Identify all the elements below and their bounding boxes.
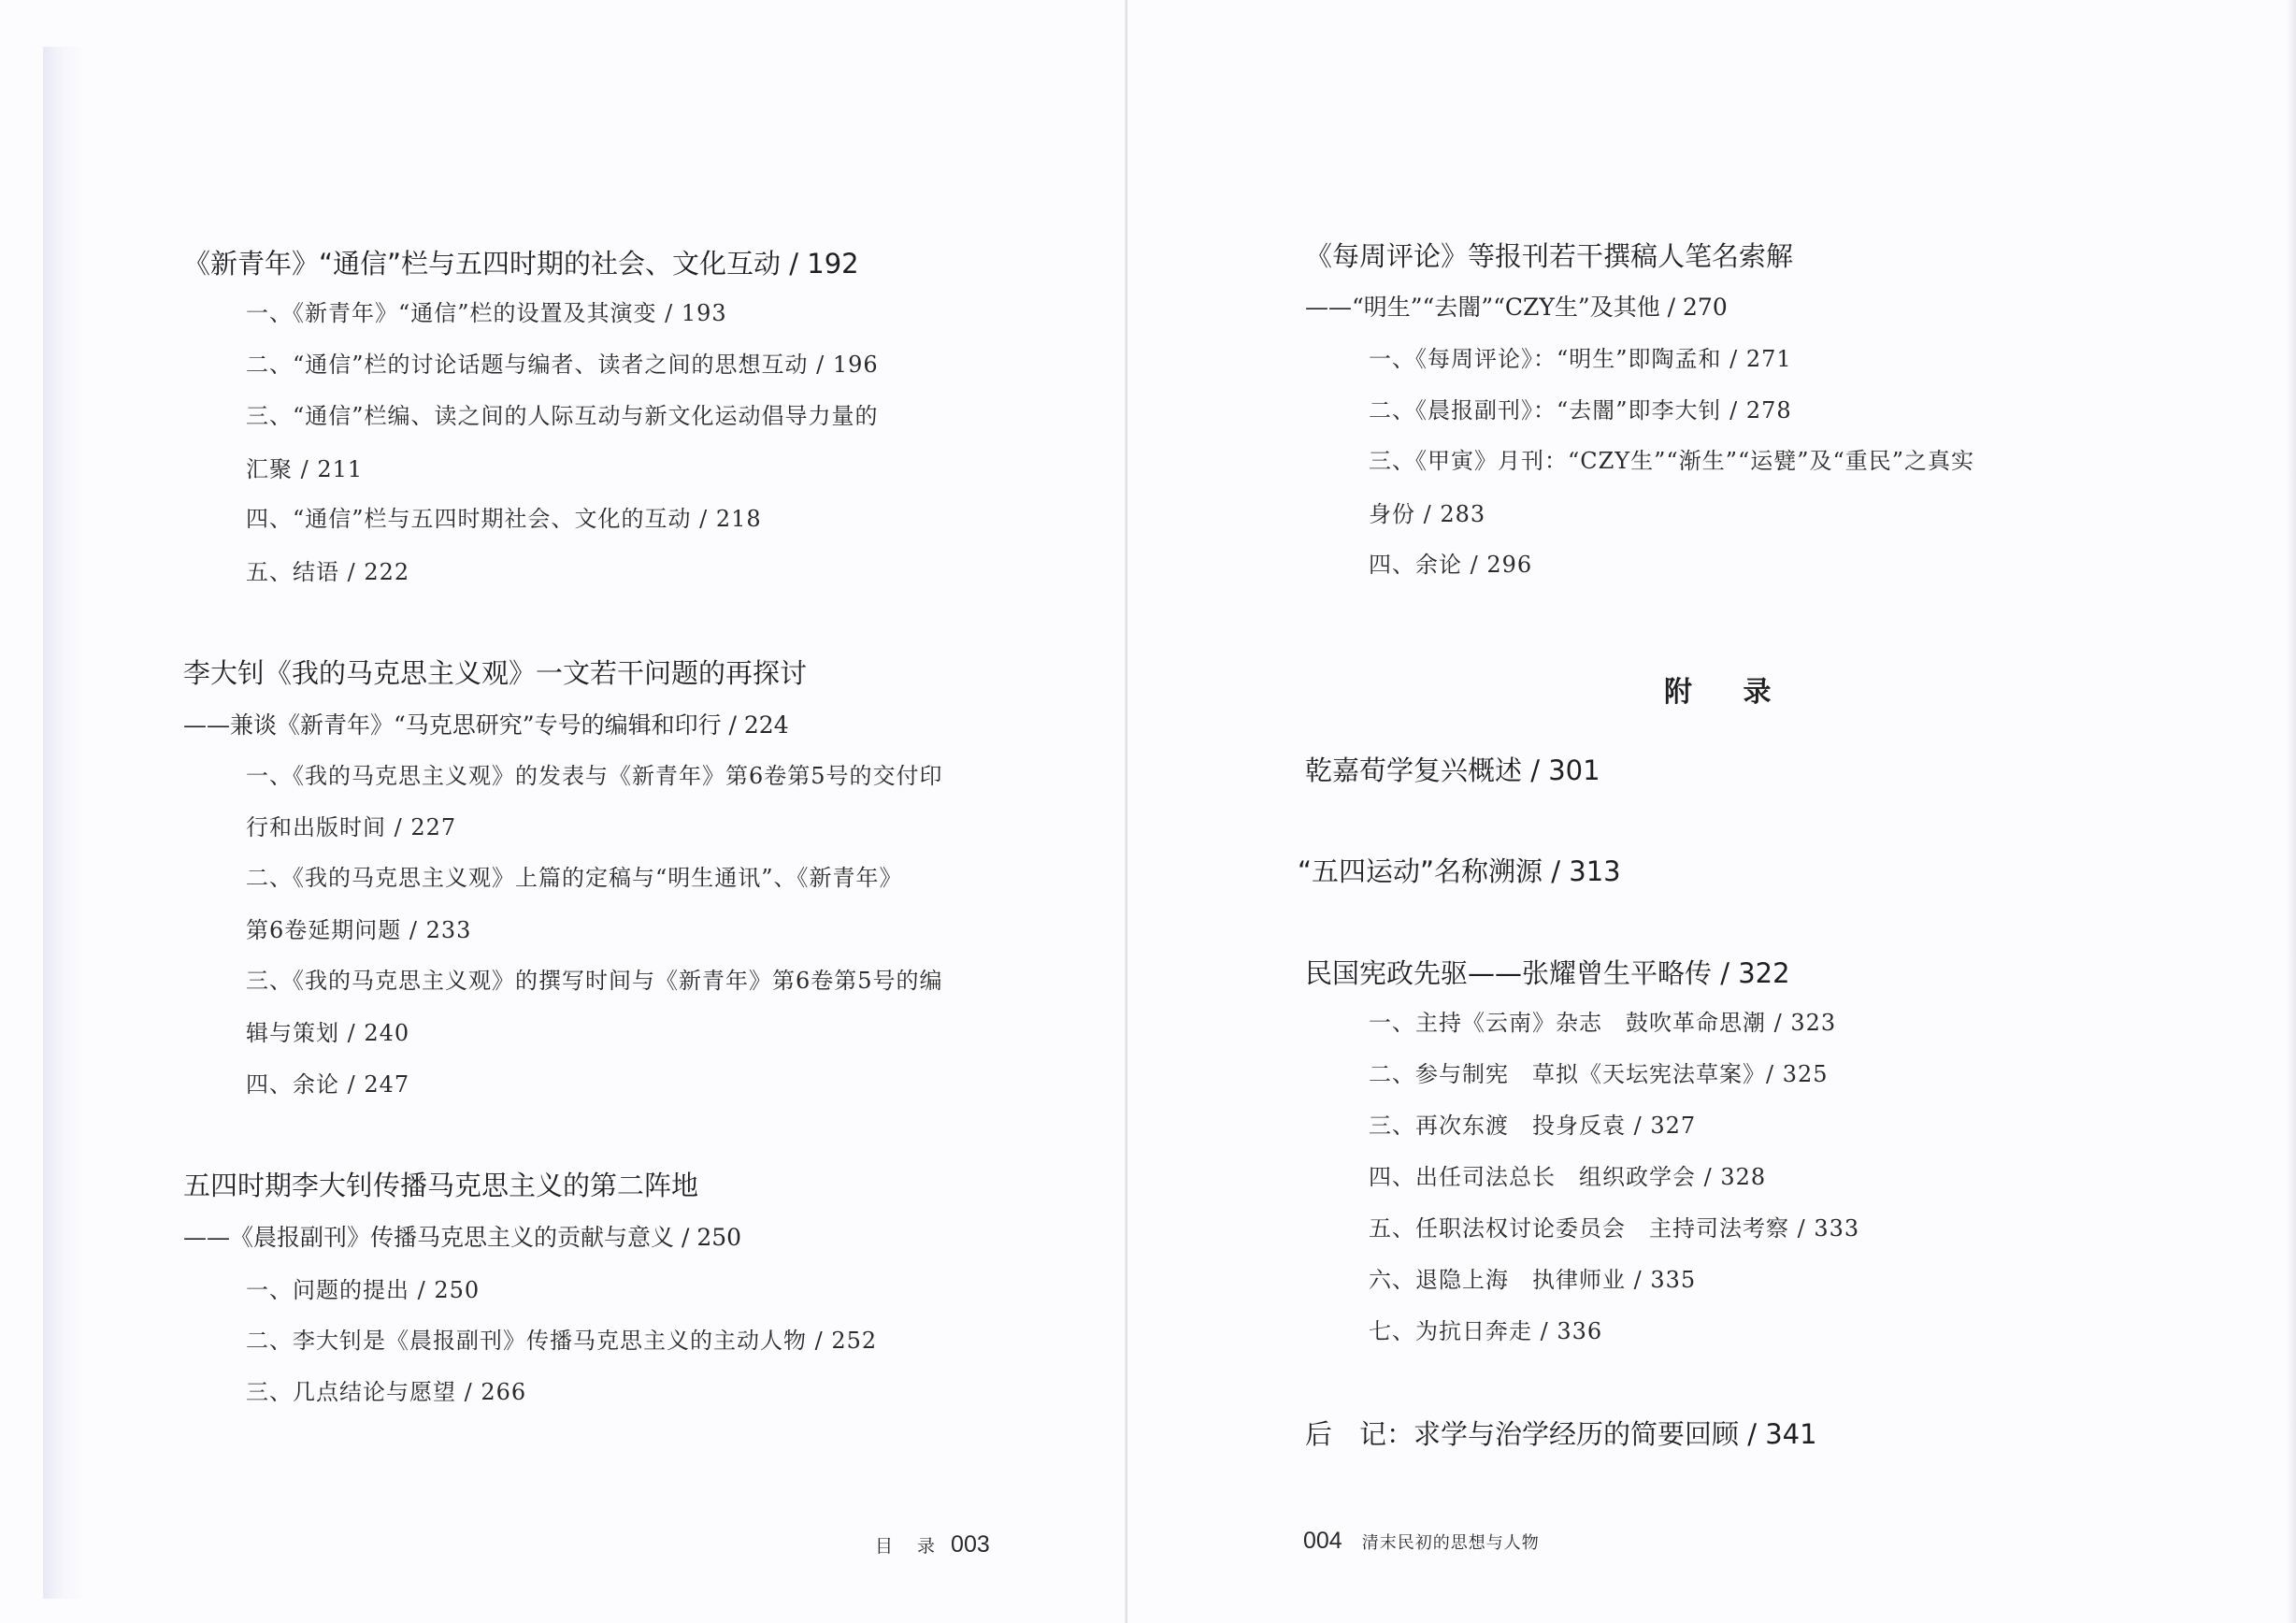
scan-shadow <box>43 47 86 1599</box>
toc-item: 五、结语 / 222 <box>246 559 410 585</box>
page-number: 003 <box>951 1531 990 1558</box>
toc-item: 辑与策划 / 240 <box>246 1020 410 1046</box>
toc-item: 四、余论 / 247 <box>246 1071 410 1098</box>
toc-section-subtitle: ——《晨报副刊》传播马克思主义的贡献与意义 / 250 <box>183 1224 742 1251</box>
toc-item: 二、“通信”栏的讨论话题与编者、读者之间的思想互动 / 196 <box>246 352 879 378</box>
toc-item: 第6卷延期问题 / 233 <box>246 917 472 943</box>
toc-section-title: 后 记：求学与治学经历的简要回顾 / 341 <box>1305 1418 1817 1450</box>
toc-section-title: 《新青年》“通信”栏与五四时期的社会、文化互动 / 192 <box>183 248 859 280</box>
toc-item: 二、参与制宪 草拟《天坛宪法草案》/ 325 <box>1369 1061 1829 1087</box>
toc-section-subtitle: ——兼谈《新青年》“马克思研究”专号的编辑和印行 / 224 <box>183 711 789 739</box>
toc-item: 四、“通信”栏与五四时期社会、文化的互动 / 218 <box>246 506 762 532</box>
toc-item: 一、问题的提出 / 250 <box>246 1277 481 1303</box>
toc-section-title: 李大钊《我的马克思主义观》一文若干问题的再探讨 <box>183 657 808 689</box>
toc-item: 三、再次东渡 投身反袁 / 327 <box>1369 1113 1697 1139</box>
toc-item: 三、《甲寅》月刊：“CZY生”“渐生”“运甓”及“重民”之真实 <box>1369 448 1975 474</box>
toc-item: 五、任职法权讨论委员会 主持司法考察 / 333 <box>1369 1215 1860 1242</box>
running-head: 清末民初的思想与人物 <box>1361 1533 1540 1553</box>
toc-item: 身份 / 283 <box>1369 501 1486 527</box>
toc-item: 三、《我的马克思主义观》的撰写时间与《新青年》第6卷第5号的编 <box>246 968 943 994</box>
toc-section-title: “五四运动”名称溯源 / 313 <box>1298 855 1621 887</box>
toc-item: 一、《新青年》“通信”栏的设置及其演变 / 193 <box>246 300 727 326</box>
toc-item: 一、《我的马克思主义观》的发表与《新青年》第6卷第5号的交付印 <box>246 763 943 789</box>
toc-item: 三、“通信”栏编、读之间的人际互动与新文化运动倡导力量的 <box>246 403 879 429</box>
left-page <box>0 0 1127 1623</box>
toc-section-title: 《每周评论》等报刊若干撰稿人笔名索解 <box>1305 240 1794 272</box>
page-footer-right <box>1303 1530 1540 1553</box>
appendix-heading: 附 录 <box>1664 676 1792 709</box>
toc-item: 一、《每周评论》：“明生”即陶孟和 / 271 <box>1369 346 1792 372</box>
toc-item: 六、退隐上海 执律师业 / 335 <box>1369 1267 1697 1293</box>
toc-section-title: 民国宪政先驱——张耀曾生平略传 / 322 <box>1305 957 1790 989</box>
toc-item: 四、余论 / 296 <box>1369 552 1533 578</box>
toc-item: 行和出版时间 / 227 <box>246 814 457 840</box>
page-footer-left <box>875 1533 990 1557</box>
toc-item: 二、李大钊是《晨报副刊》传播马克思主义的主动人物 / 252 <box>246 1328 878 1354</box>
scan-shadow <box>2287 0 2296 1623</box>
page-number: 004 <box>1303 1528 1342 1554</box>
toc-item: 一、主持《云南》杂志 鼓吹革命思潮 / 323 <box>1369 1010 1837 1036</box>
toc-item: 七、为抗日奔走 / 336 <box>1369 1318 1603 1344</box>
footer-label: 目 录 <box>875 1536 945 1557</box>
toc-item: 四、出任司法总长 组织政学会 / 328 <box>1369 1164 1767 1190</box>
toc-item: 二、《晨报副刊》：“去闇”即李大钊 / 278 <box>1369 397 1792 424</box>
toc-item: 二、《我的马克思主义观》上篇的定稿与“明生通讯”、《新青年》 <box>246 865 903 891</box>
toc-section-title: 乾嘉荀学复兴概述 / 301 <box>1305 754 1600 786</box>
toc-item: 三、几点结论与愿望 / 266 <box>246 1379 527 1405</box>
toc-section-title: 五四时期李大钊传播马克思主义的第二阵地 <box>183 1170 699 1201</box>
toc-item: 汇聚 / 211 <box>246 456 364 482</box>
toc-section-subtitle: ——“明生”“去闇”“CZY生”及其他 / 270 <box>1305 294 1728 321</box>
right-page <box>1127 0 2296 1623</box>
